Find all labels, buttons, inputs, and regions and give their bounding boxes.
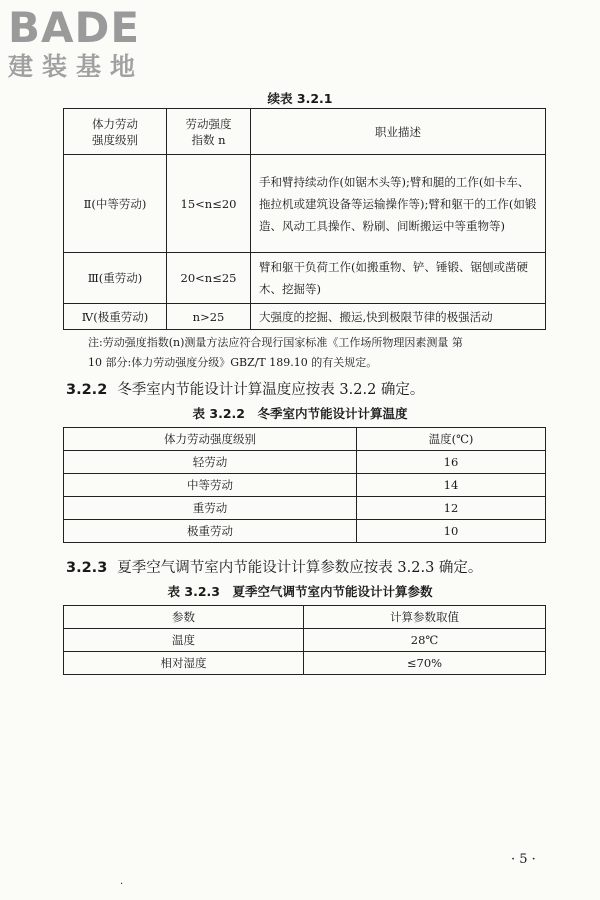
section-text: 冬季室内节能设计计算温度应按表 3.2.2 确定。 [117, 382, 425, 398]
section-text: 夏季空气调节室内节能设计计算参数应按表 3.2.3 确定。 [117, 560, 483, 576]
header-description: 职业描述 [251, 109, 546, 155]
table-note [88, 333, 558, 373]
section-3-2-2-heading [66, 378, 424, 399]
table-cell: 中等劳动 [64, 474, 357, 497]
table-row [64, 304, 546, 330]
row-description: 大强度的挖掘、搬运,快到极限节律的极强活动 [251, 304, 546, 330]
header-index-line2: 指数 n [191, 132, 226, 147]
section-number: 3.2.2 [66, 382, 108, 398]
header-cell: 参数 [64, 606, 304, 629]
row-description: 臂和躯干负荷工作(如搬重物、铲、锤锻、锯刨或凿硬木、挖掘等) [251, 253, 546, 304]
section-3-2-3-heading [66, 556, 482, 577]
note-line2: 10 部分:体力劳动强度分级》GBZ/T 189.10 的有关规定。 [88, 356, 378, 369]
table-cell: 16 [357, 451, 546, 474]
row-index: 15<n≤20 [167, 155, 251, 253]
row-index: 20<n≤25 [167, 253, 251, 304]
bade-logo [8, 3, 145, 82]
table-row [64, 474, 546, 497]
table-cell: 轻劳动 [64, 451, 357, 474]
row-level: Ⅳ(极重劳动) [64, 304, 167, 330]
table-3-2-2 [63, 427, 546, 543]
header-cell: 体力劳动强度级别 [64, 428, 357, 451]
table-row [64, 253, 546, 304]
note-line1: 注:劳动强度指数(n)测量方法应符合现行国家标准《工作场所物理因素测量 第 [88, 336, 463, 349]
table-cell: 重劳动 [64, 497, 357, 520]
section-number: 3.2.3 [66, 560, 108, 576]
table-cell: 温度 [64, 629, 304, 652]
header-level [64, 109, 167, 155]
logo-subtitle: 建装基地 [8, 52, 145, 81]
table-header-row [64, 109, 546, 155]
table-cell: 10 [357, 520, 546, 543]
table-cell: 28℃ [304, 629, 546, 652]
table-row [64, 155, 546, 253]
table-cell: ≤70% [304, 652, 546, 675]
logo-brand: BADE [8, 3, 141, 52]
stray-mark: . [120, 876, 124, 887]
table-header-row [64, 428, 546, 451]
table-row [64, 451, 546, 474]
header-index-line1: 劳动强度 [185, 116, 232, 131]
table-row [64, 652, 546, 675]
table-cell: 12 [357, 497, 546, 520]
row-description: 手和臂持续动作(如锯木头等);臂和腿的工作(如卡车、拖拉机或建筑设备等运输操作等);臂和躯干的工作(如锻造、风动工具操作、粉刷、间断搬运中等重物等) [251, 155, 546, 253]
table-cell: 14 [357, 474, 546, 497]
table-3-2-2-caption: 表 3.2.2 冬季室内节能设计计算温度 [192, 406, 408, 421]
row-level: Ⅱ(中等劳动) [64, 155, 167, 253]
page-number: · 5 · [511, 852, 536, 867]
table-row [64, 497, 546, 520]
row-level: Ⅲ(重劳动) [64, 253, 167, 304]
table-3-2-3-caption: 表 3.2.3 夏季空气调节室内节能设计计算参数 [167, 584, 433, 599]
table-row [64, 520, 546, 543]
row-index: n>25 [167, 304, 251, 330]
table-3-2-1 [63, 108, 546, 330]
table-3-2-3 [63, 605, 546, 675]
table-cell: 相对湿度 [64, 652, 304, 675]
header-cell: 计算参数取值 [304, 606, 546, 629]
header-cell: 温度(℃) [357, 428, 546, 451]
header-level-line2: 强度级别 [92, 132, 138, 147]
table-cell: 极重劳动 [64, 520, 357, 543]
table-row [64, 629, 546, 652]
header-index [167, 109, 251, 155]
table-3-2-1-caption: 续表 3.2.1 [267, 91, 333, 106]
table-header-row [64, 606, 546, 629]
header-level-line1: 体力劳动 [92, 116, 138, 131]
